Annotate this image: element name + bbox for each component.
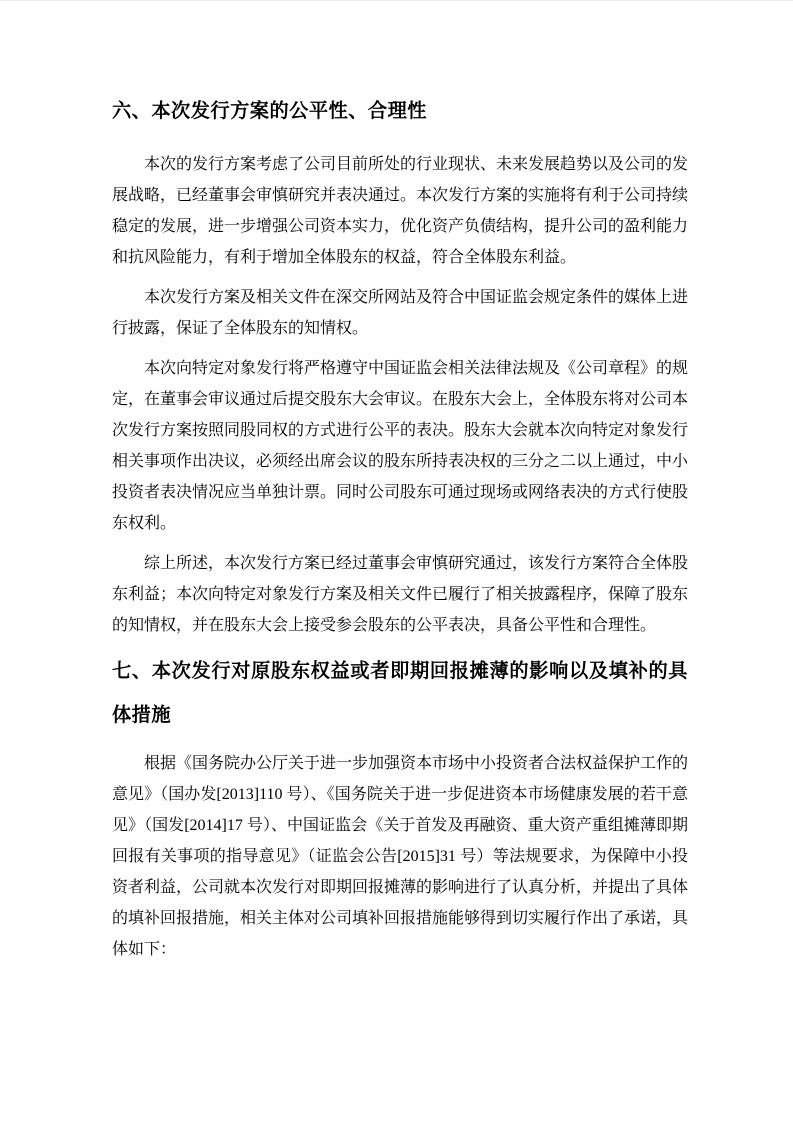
paragraph-voting-procedure: 本次向特定对象发行将严格遵守中国证监会相关法律法规及《公司章程》的规定，在董事会审议通过后提交股东大会审议。在股东大会上，全体股东将对公司本次发行方案按照同股同权的方式进行公平的表决。股东大会就本次向特定对象发行相关事项作出决议，必须经出席会议的股东所持表决权的三分之二以上通过，中小投资者表决情况应当单独计票。同时公司股东可通过现场或网络表决的方式行使股东权利。: [112, 360, 689, 532]
section-dilution-impact: [112, 650, 688, 965]
section-fairness: [112, 97, 688, 641]
section-heading-6: 六、本次发行方案的公平性、合理性: [112, 101, 427, 122]
paragraph-issuance-plan-considerations: 本次的发行方案考虑了公司目前所处的行业现状、未来发展趋势以及公司的发展战略，已经董事会审慎研究并表决通过。本次发行方案的实施将有利于公司持续稳定的发展，进一步增强公司资本实力，优化资产负债结构，提升公司的盈利能力和抗风险能力，有利于增加全体股东的权益，符合全体股东利益。: [112, 156, 689, 266]
section-heading-7: 七、本次发行对原股东权益或者即期回报摊薄的影响以及填补的具体措施: [112, 661, 688, 726]
paragraph-disclosure: 本次发行方案及相关文件在深交所网站及符合中国证监会规定条件的媒体上进行披露，保证了全体股东的知情权。: [112, 289, 689, 337]
paragraph-regulatory-basis: 根据《国务院办公厅关于进一步加强资本市场中小投资者合法权益保护工作的意见》（国办发[2013]110 号）、《国务院关于进一步促进资本市场健康发展的若干意见》（国发[2014]17 号）、中国证监会《关于首发及再融资、重大资产重组摊薄即期回报有关事项的指导意见》（证监会公告[2015]31 号）等法规要求，为保障中小投资者利益，公司就本次发行对即期回报摊薄的影响进行了认真分析，并提出了具体的填补回报措施，相关主体对公司填补回报措施能够得到切实履行作出了承诺，具体如下：: [112, 755, 689, 958]
paragraph-summary-conclusion: 综上所述，本次发行方案已经过董事会审慎研究通过，该发行方案符合全体股东利益；本次向特定对象发行方案及相关文件已履行了相关披露程序，保障了股东的知情权，并在股东大会上接受参会股东的公平表决，具备公平性和合理性。: [112, 555, 689, 634]
